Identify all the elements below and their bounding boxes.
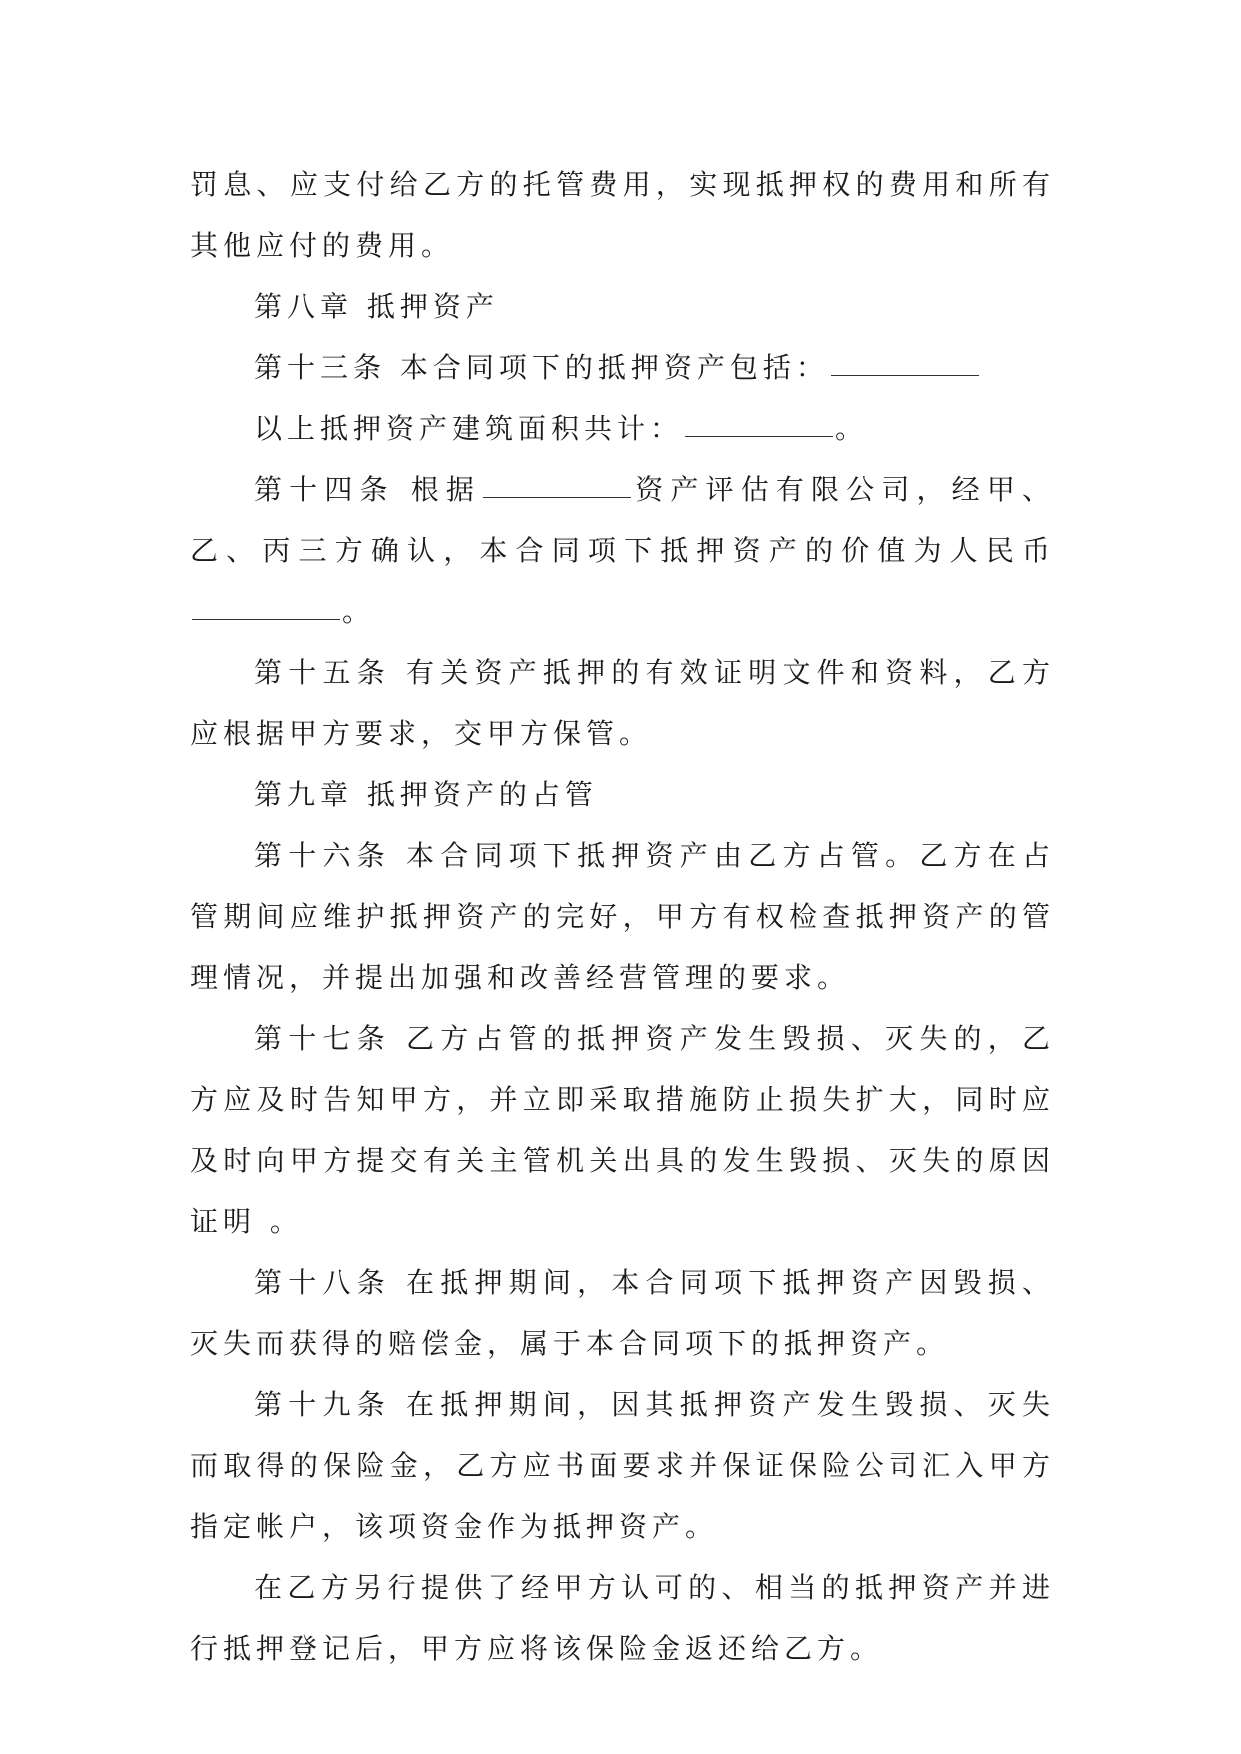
document-body [190, 154, 1055, 1679]
paragraph-text: 第十四条 根据 [254, 473, 482, 506]
paragraph [190, 642, 1055, 764]
paragraph [190, 1008, 1055, 1252]
paragraph [190, 154, 1055, 276]
paragraph-text: 第十七条 乙方占管的抵押资产发生毁损、灭失的，乙方应及时告知甲方，并立即采取措施防止损失扩大，同时应及时向甲方提交有关主管机关出具的发生毁损、灭失的原因证明 。 [190, 1022, 1055, 1238]
fill-in-blank [831, 374, 979, 376]
paragraph-text: 资产评估有限公司，经甲、乙、丙三方确认，本合同项下抵押资产的价值为人民币 [190, 473, 1055, 567]
chapter-heading [190, 276, 1055, 337]
fill-in-blank [685, 435, 833, 437]
paragraph-text: 第十三条 本合同项下的抵押资产包括： [254, 351, 829, 384]
paragraph [190, 1557, 1055, 1679]
fill-in-blank [192, 618, 340, 620]
paragraph-text: 。 [835, 412, 869, 445]
paragraph-text: 罚息、应支付给乙方的托管费用，实现抵押权的费用和所有其他应付的费用。 [190, 168, 1055, 262]
paragraph [190, 1374, 1055, 1557]
paragraph-text: 。 [342, 595, 376, 628]
paragraph-text: 第十六条 本合同项下抵押资产由乙方占管。乙方在占管期间应维护抵押资产的完好，甲方有权检查抵押资产的管理情况，并提出加强和改善经营管理的要求。 [190, 839, 1055, 994]
chapter-heading [190, 764, 1055, 825]
paragraph-text: 以上抵押资产建筑面积共计： [254, 412, 684, 445]
paragraph [190, 825, 1055, 1008]
paragraph-text: 第十五条 有关资产抵押的有效证明文件和资料，乙方应根据甲方要求，交甲方保管。 [190, 656, 1055, 750]
paragraph [190, 337, 1055, 398]
paragraph-text: 第十八条 在抵押期间，本合同项下抵押资产因毁损、灭失而获得的赔偿金，属于本合同项下的抵押资产。 [190, 1266, 1055, 1360]
paragraph-text: 第十九条 在抵押期间，因其抵押资产发生毁损、灭失而取得的保险金，乙方应书面要求并保证保险公司汇入甲方指定帐户，该项资金作为抵押资产。 [190, 1388, 1055, 1543]
paragraph [190, 398, 1055, 459]
paragraph [190, 459, 1055, 642]
paragraph-text: 在乙方另行提供了经甲方认可的、相当的抵押资产并进行抵押登记后，甲方应将该保险金返还给乙方。 [190, 1571, 1055, 1665]
paragraph-text: 第九章 抵押资产的占管 [254, 778, 598, 811]
fill-in-blank [483, 496, 631, 498]
paragraph-text: 第八章 抵押资产 [254, 290, 499, 323]
paragraph [190, 1252, 1055, 1374]
